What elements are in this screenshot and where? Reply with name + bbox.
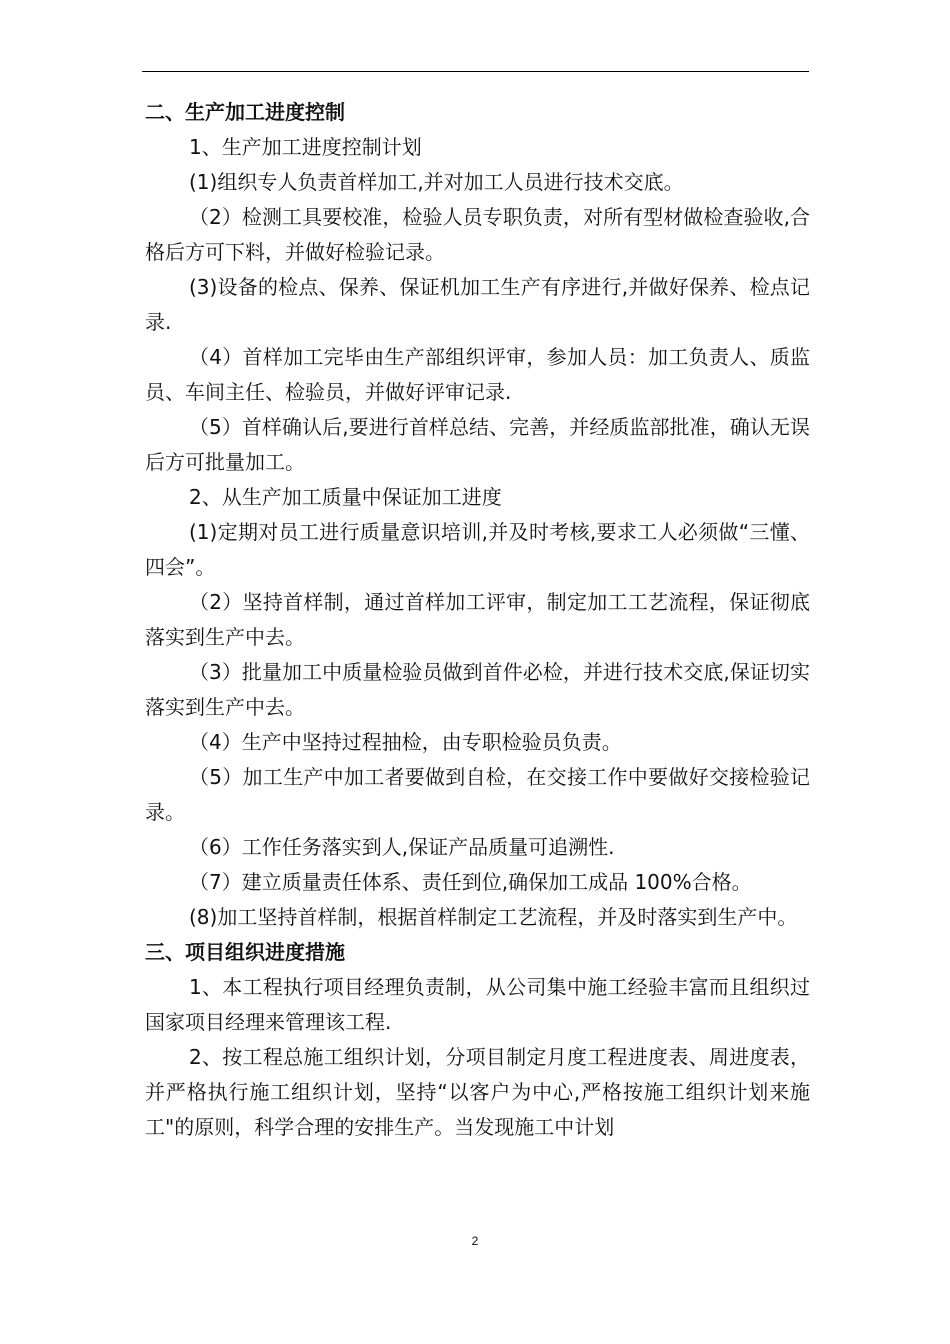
paragraph: （4）首样加工完毕由生产部组织评审，参加人员：加工负责人、质监员、车间主任、检验员，并做好评审记录. xyxy=(145,345,810,404)
paragraph: 2、按工程总施工组织计划，分项目制定月度工程进度表、周进度表，并严格执行施工组织计划，坚持“以客户为中心,严格按施工组织计划来施工"的原则，科学合理的安排生产。当发现施工中计划 xyxy=(145,1045,810,1139)
paragraph: (3)设备的检点、保养、保证机加工生产有序进行,并做好保养、检点记录. xyxy=(145,275,810,334)
paragraph: （7）建立质量责任体系、责任到位,确保加工成品 100%合格。 xyxy=(189,870,752,894)
paragraph: 1、生产加工进度控制计划 xyxy=(189,135,422,159)
document-body xyxy=(145,95,810,1145)
paragraph: （6）工作任务落实到人,保证产品质量可追溯性. xyxy=(189,835,615,859)
paragraph: 2、从生产加工质量中保证加工进度 xyxy=(189,485,502,509)
paragraph: （5）首样确认后,要进行首样总结、完善，并经质监部批准，确认无误后方可批量加工。 xyxy=(145,415,810,474)
paragraph: （2）检测工具要校准，检验人员专职负责，对所有型材做检查验收,合格后方可下料，并做好检验记录。 xyxy=(145,205,810,264)
paragraph: (1)组织专人负责首样加工,并对加工人员进行技术交底。 xyxy=(189,170,684,194)
section-heading: 三、项目组织进度措施 xyxy=(145,940,345,964)
paragraph: （4）生产中坚持过程抽检，由专职检验员负责。 xyxy=(189,730,622,754)
header-rule xyxy=(142,71,809,72)
page-number: 2 xyxy=(471,1234,479,1248)
paragraph: 1、本工程执行项目经理负责制，从公司集中施工经验丰富而且组织过国家项目经理来管理该工程. xyxy=(145,975,810,1034)
section-heading: 二、生产加工进度控制 xyxy=(145,100,345,124)
paragraph: (1)定期对员工进行质量意识培训,并及时考核,要求工人必须做“三懂、四会”。 xyxy=(145,520,810,579)
paragraph: (8)加工坚持首样制，根据首样制定工艺流程，并及时落实到生产中。 xyxy=(189,905,798,929)
paragraph: （2）坚持首样制，通过首样加工评审，制定加工工艺流程，保证彻底落实到生产中去。 xyxy=(145,590,810,649)
paragraph: （3）批量加工中质量检验员做到首件必检，并进行技术交底,保证切实落实到生产中去。 xyxy=(145,660,810,719)
paragraph: （5）加工生产中加工者要做到自检，在交接工作中要做好交接检验记录。 xyxy=(145,765,810,824)
